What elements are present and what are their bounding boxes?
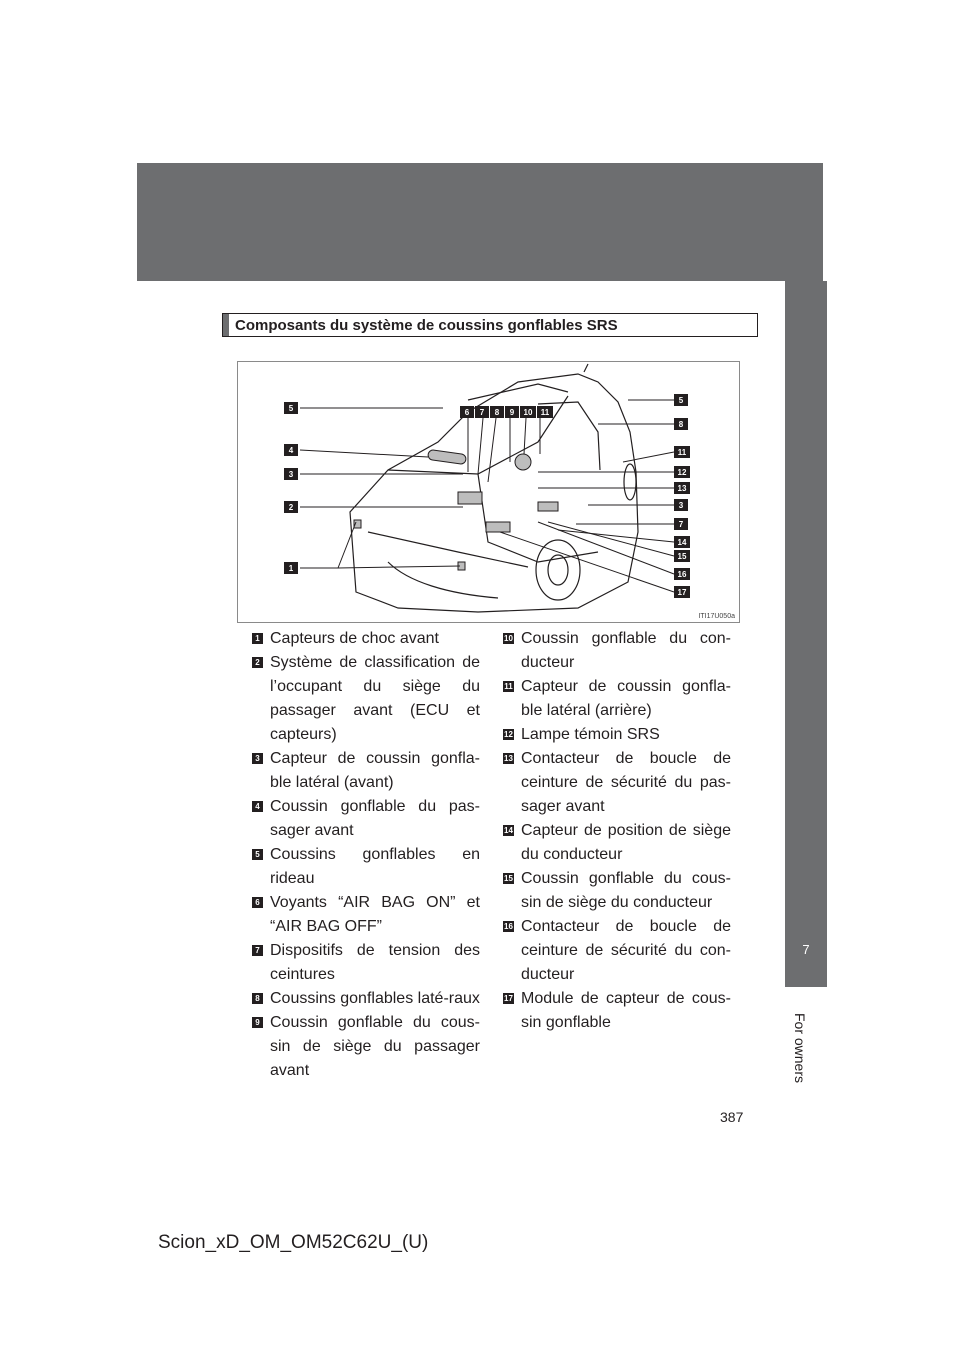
legend-text: Module de capteur de cous-sin gonflable [521,990,731,1031]
legend-item-7 [252,939,480,987]
section-title: Composants du système de coussins gonflables SRS [235,317,618,334]
legend-item-3 [252,747,480,795]
seat-sensor-shape [538,502,558,511]
legend-item-10 [503,627,731,675]
legend-text: Contacteur de boucle de ceinture de sécurité du con-ducteur [521,918,731,983]
rear-wheel [624,464,636,500]
chapter-number: 7 [802,942,810,957]
callout-right-label-8: 8 [678,420,684,429]
legend-number-badge: 8 [252,993,263,1004]
callout-right-label-7: 7 [678,520,684,529]
callout-left-label-5: 5 [288,404,294,413]
header-band [137,163,823,281]
legend-item-2 [252,651,480,747]
callout-top-label-6: 6 [464,408,470,417]
callout-right-label-12: 12 [677,468,687,477]
front-wheel-hub [548,555,568,585]
front-wheel [536,540,580,600]
callout-left-label-3: 3 [288,470,294,479]
legend-text: Coussin gonflable du pas-sager avant [270,798,480,839]
legend-text: Coussins gonflables en rideau [270,846,480,887]
legend-text: Capteurs de choc avant [270,630,439,647]
legend-item-15 [503,867,731,915]
legend-number-badge: 5 [252,849,263,860]
roof-curtain-line [468,384,568,400]
legend-item-8 [252,987,480,1011]
callout-left-label-2: 2 [288,503,294,512]
door-line [478,474,598,562]
callout-right-label-5: 5 [678,396,684,405]
callout-left-label-4: 4 [288,446,294,455]
figure-id: ITI17U050a [698,613,735,620]
occupant-ecu-shape [458,492,482,504]
footer-doc-id: Scion_xD_OM_OM52C62U_(U) [158,1232,429,1253]
legend-text: Coussin gonflable du con-ducteur [521,630,731,671]
legend-number-badge: 7 [252,945,263,956]
legend-column-left [252,627,480,1083]
page-number: 387 [720,1109,744,1125]
callout-right-label-3: 3 [678,501,684,510]
legend-text: Coussin gonflable du cous-sin de siège du conducteur [521,870,731,911]
legend-number-badge: 11 [504,682,513,691]
airbag-components-figure [237,361,740,623]
legend-item-16 [503,915,731,987]
callout-top-label-7: 7 [479,408,485,417]
chapter-tab-strip [785,281,827,943]
legend-number-badge: 1 [252,633,263,644]
legend-text: Voyants “AIR BAG ON” et “AIR BAG OFF” [270,894,480,935]
sensor-module-shape [486,522,510,532]
callout-left-label-1: 1 [288,564,294,573]
legend-number-badge: 12 [504,730,513,739]
legend-item-17 [503,987,731,1035]
legend-item-1 [252,627,480,651]
legend-number-badge: 2 [252,657,263,668]
legend-text: Lampe témoin SRS [521,726,660,743]
car-diagram [238,362,740,623]
legend-item-9 [252,1011,480,1083]
legend-number-badge: 10 [504,634,513,643]
legend-text: Capteur de coussin gonfla-ble latéral (arrière) [521,678,731,719]
steering-airbag-shape [515,454,531,470]
legend-item-14 [503,819,731,867]
legend-text: Coussin gonflable du cous-sin de siège du passager avant [270,1014,480,1079]
legend-number-badge: 6 [252,897,263,908]
legend-text: Système de classification de l’occupant du siège du passager avant (ECU et capteurs) [270,654,480,743]
callout-right-label-15: 15 [677,552,687,561]
legend-text: Dispositifs de tension des ceintures [270,942,480,983]
legend-text: Contacteur de boucle de ceinture de sécurité du pas-sager avant [521,750,731,815]
legend-number-badge: 17 [504,994,513,1003]
chapter-label: For owners [792,1012,808,1084]
callout-top-label-8: 8 [494,408,500,417]
legend-column-right [503,627,731,1035]
bumper-line [368,532,528,567]
section-heading [222,313,758,337]
section-heading-accent [223,314,229,336]
callout-right-label-14: 14 [677,538,687,547]
passenger-airbag-shape [427,449,466,464]
legend-number-badge: 9 [252,1017,263,1028]
callout-top-label-10: 10 [523,408,533,417]
callout-right-label-13: 13 [677,484,687,493]
legend-number-badge: 15 [504,874,513,883]
legend-text: Capteur de position de siège du conducteur [521,822,731,863]
legend-item-5 [252,843,480,891]
legend-number-badge: 14 [504,826,513,835]
callout-right-label-11: 11 [677,448,687,457]
legend-text: Coussins gonflables laté-raux [270,990,480,1007]
legend-number-badge: 13 [504,754,513,763]
legend-item-4 [252,795,480,843]
legend-number-badge: 16 [504,922,513,931]
callout-top-label-9: 9 [509,408,515,417]
legend-text: Capteur de coussin gonfla-ble latéral (avant) [270,750,480,791]
callout-right-label-17: 17 [677,588,687,597]
legend-item-6 [252,891,480,939]
callout-top-label-11: 11 [540,408,550,417]
antenna [584,364,588,372]
legend-number-badge: 4 [252,801,263,812]
legend-number-badge: 3 [252,753,263,764]
legend-item-12 [503,723,731,747]
callout-right-label-16: 16 [677,570,687,579]
legend-item-13 [503,747,731,819]
legend-item-11 [503,675,731,723]
